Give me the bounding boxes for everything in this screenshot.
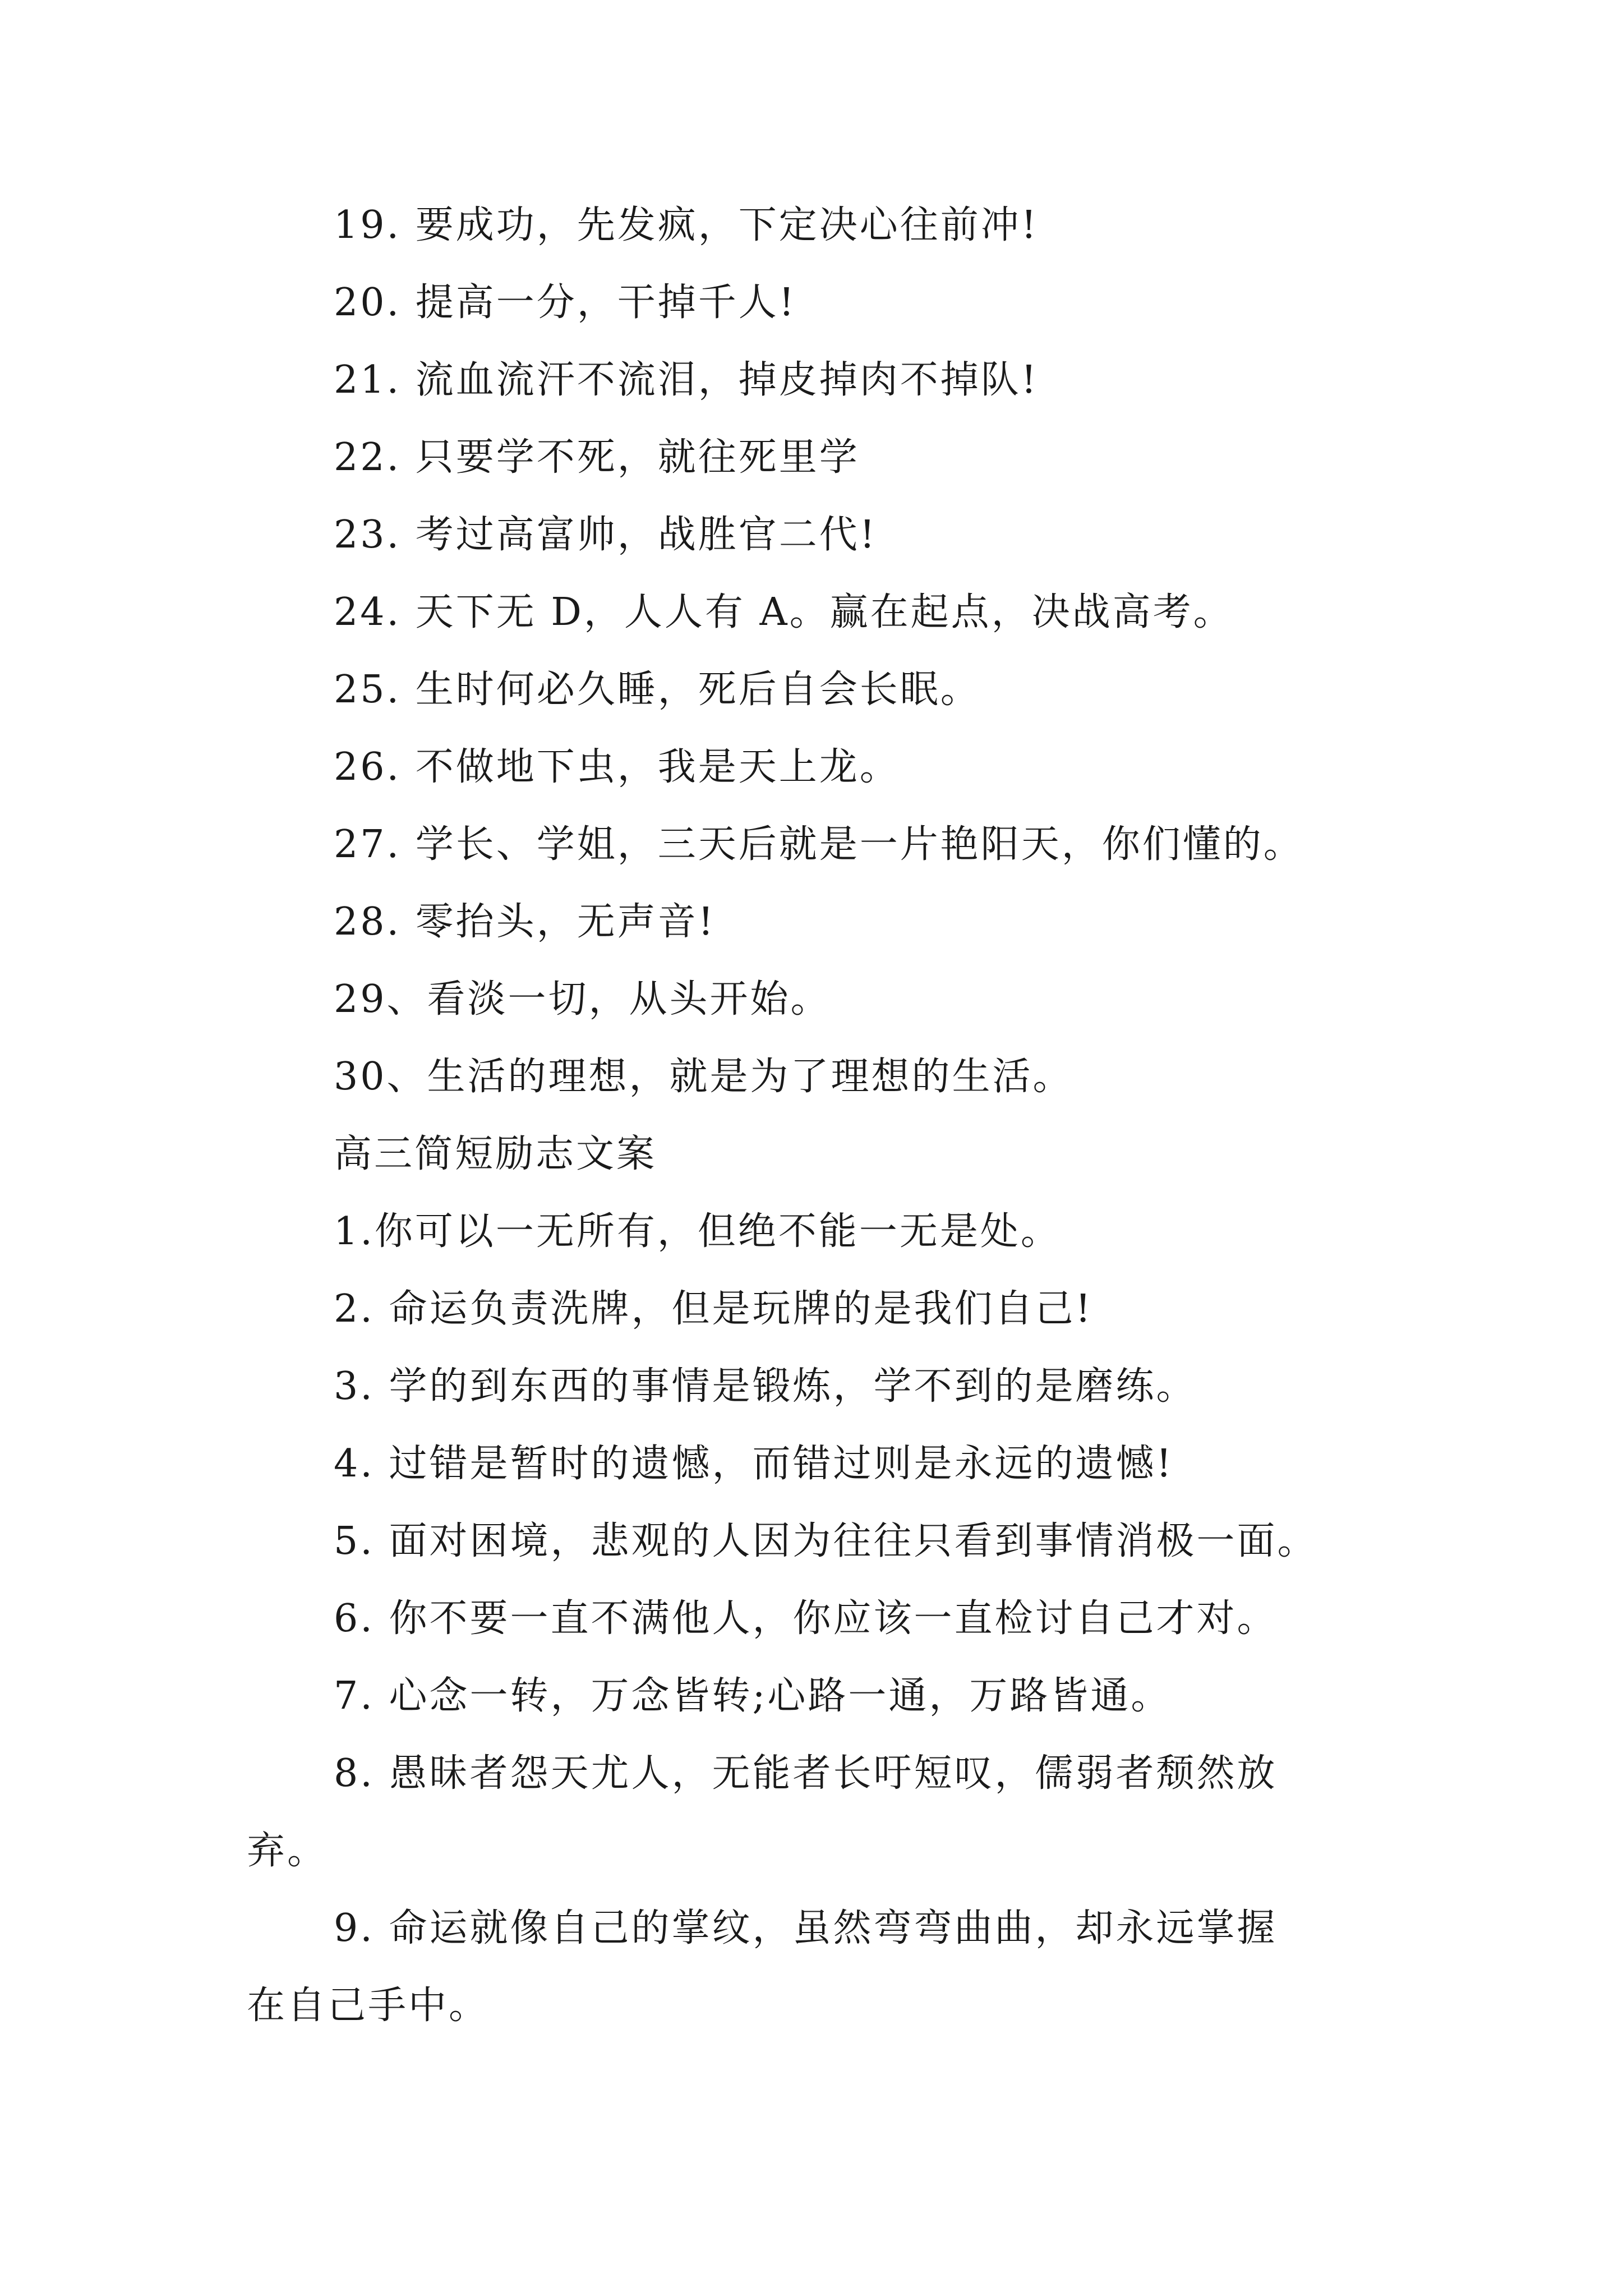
list-item: 9. 命运就像自己的掌纹，虽然弯弯曲曲，却永远掌握 — [334, 1906, 1278, 1950]
list-item: 22. 只要学不死，就往死里学 — [334, 435, 860, 480]
list-item: 27. 学长、学姐，三天后就是一片艳阳天，你们懂的。 — [334, 822, 1304, 867]
list-item: 20. 提高一分，干掉千人! — [334, 280, 797, 325]
list-item: 6. 你不要一直不满他人，你应该一直检讨自己才对。 — [334, 1596, 1278, 1641]
list-item: 19. 要成功，先发疯，下定决心往前冲! — [334, 203, 1039, 247]
list-item: 28. 零抬头，无声音! — [334, 900, 716, 944]
section-heading: 高三简短励志文案 — [334, 1132, 657, 1176]
list-item: 2. 命运负责洗牌，但是玩牌的是我们自己! — [334, 1287, 1093, 1331]
list-item: 4. 过错是暂时的遗憾，而错过则是永远的遗憾! — [334, 1442, 1174, 1486]
list-item: 7. 心念一转，万念皆转;心路一通，万路皆通。 — [334, 1674, 1172, 1718]
list-item: 5. 面对困境，悲观的人因为往往只看到事情消极一面。 — [334, 1519, 1318, 1563]
list-item: 21. 流血流汗不流泪，掉皮掉肉不掉队! — [334, 358, 1039, 402]
list-item-continuation: 在自己手中。 — [247, 1984, 490, 2028]
list-item: 24. 天下无 D，人人有 A。赢在起点，决战高考。 — [334, 590, 1234, 634]
list-item-continuation: 弃。 — [247, 1829, 328, 1873]
list-item: 26. 不做地下虫，我是天上龙。 — [334, 745, 900, 789]
list-item: 1.你可以一无所有，但绝不能一无是处。 — [334, 1209, 1061, 1254]
list-item: 30、生活的理想，就是为了理想的生活。 — [334, 1055, 1073, 1099]
list-item: 29、看淡一切，从头开始。 — [334, 977, 831, 1022]
list-item: 8. 愚昧者怨天尤人，无能者长吁短叹，儒弱者颓然放 — [334, 1751, 1278, 1796]
list-item: 25. 生时何必久睡，死后自会长眠。 — [334, 668, 981, 712]
list-item: 23. 考过高富帅，战胜官二代! — [334, 513, 878, 557]
list-item: 3. 学的到东西的事情是锻炼，学不到的是磨练。 — [334, 1364, 1197, 1409]
